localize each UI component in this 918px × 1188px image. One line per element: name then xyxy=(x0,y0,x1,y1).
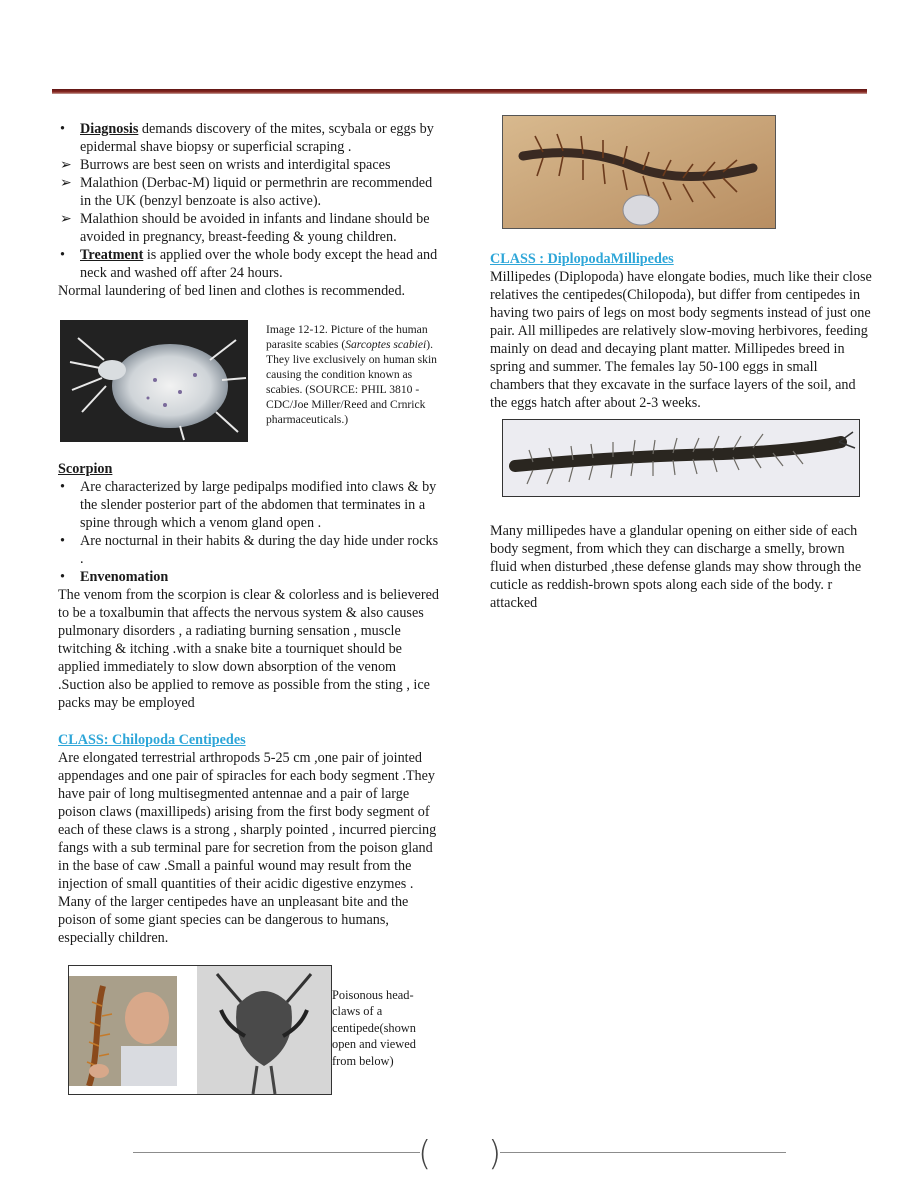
list-item-text: Are characterized by large pedipalps modified into claws & by the slender posterior part of the abdomen that terminates in a spine through which a venom gland open . xyxy=(80,479,437,531)
bullet-marker: • xyxy=(60,479,65,495)
bullet-marker: ➢ xyxy=(60,211,72,227)
list-item-text: Burrows are best seen on wrists and interdigital spaces xyxy=(80,157,391,173)
list-item xyxy=(58,532,440,568)
list-item-text: is applied over the whole body except the head and neck and washed off after 24 hours. xyxy=(80,247,438,281)
scabies-caption-part1: Image 12-12. Picture of the human parasite scabies ( xyxy=(266,323,428,351)
centipede-coin-image xyxy=(502,115,776,229)
list-item xyxy=(58,246,440,282)
chilopoda-paragraph: Are elongated terrestrial arthropods 5-25 cm ,one pair of jointed appendages and one pair of spiracles for each body segment .They have pair of long multisegmented antennae and a pair of large poison claws (maxillipeds) arising from the first body segment of each of these claws is a strong , sharply pointed , incurred piercing fangs with a sub terminal pare for secretion from the poison gland in the base of caw .Small a painful wound may result from the injection of small quantities of their acidic digestive enzymes . Many of the larger centipedes have an unpleasant bite and the poison of some giant species can be dangerous to humans, especially children. xyxy=(58,750,437,946)
left-column xyxy=(58,120,440,1097)
envenomation-heading: Envenomation xyxy=(80,569,169,585)
list-item xyxy=(58,210,440,246)
right-column xyxy=(490,115,874,612)
list-item-keyword: Diagnosis xyxy=(80,121,139,137)
scabies-caption-part2: ). They live exclusively on human skin causing the condition known as scabies. (SOURCE: PHIL 3810 - CDC/Joe Miller/Reed and Crnrick pharmaceuticals.) xyxy=(266,338,437,426)
header-rule xyxy=(52,89,867,94)
centipede-caption: Poisonous head-claws of a centipede(shown open and viewed from below) xyxy=(332,988,416,1068)
list-item-text: Malathion should be avoided in infants and lindane should be avoided in pregnancy, breast-feeding & young children. xyxy=(80,211,430,245)
scabies-mite-image xyxy=(60,320,248,442)
list-item xyxy=(58,478,440,532)
venom-paragraph: The venom from the scorpion is clear & colorless and is believered to be a toxalbumin that affects the nervous system & also causes pulmonary disorders , a radiating burning sensation , muscle twitching & itching .with a snake bite a tourniquet should be applied immediately to slow down absorption of the venom .Suction also be applied to remove as possible from the sting , ice packs may be employed xyxy=(58,587,439,711)
list-item-keyword: Treatment xyxy=(80,247,144,263)
list-item xyxy=(58,156,440,174)
centipede-figure xyxy=(58,965,440,1097)
chilopoda-heading xyxy=(58,731,440,749)
envenomation-list xyxy=(58,568,440,586)
bullet-marker: ➢ xyxy=(60,175,72,191)
laundering-note: Normal laundering of bed linen and clothes is recommended. xyxy=(58,283,406,299)
list-item-text: demands discovery of the mites, scybala or eggs by epidermal shave biopsy or superficial scraping . xyxy=(80,121,434,155)
diplopoda-heading xyxy=(490,250,874,268)
scabies-species-name: Sarcoptes scabiei xyxy=(345,338,427,351)
list-item: • Envenomation xyxy=(60,569,169,585)
man-holding-centipede-image xyxy=(69,976,177,1086)
footer-line-right xyxy=(500,1152,786,1153)
diagnosis-treatment-list xyxy=(58,120,440,282)
scabies-figure xyxy=(58,320,440,446)
glands-paragraph: Many millipedes have a glandular opening on either side of each body segment, from which they can discharge a smelly, brown fluid when disturbed ,these defense glands may show through the cuticle as reddish-brown spots along each side of the body. r attacked xyxy=(490,523,862,611)
scabies-caption xyxy=(266,322,438,427)
diplopoda-paragraph: Millipedes (Diplopoda) have elongate bodies, much like their close relatives the centipedes(Chilopoda), but differ from centipedes in having two pairs of legs on most body segments instead of just one pair. All millipedes are relatively slow-moving herbivores, feeding mainly on dead and decaying plant matter. Millipedes breed in spring and summer. The females lay 50-100 eggs in small chambers that they excavate in the surface layers of the soil, and the eggs hatch after about 2-3 weeks. xyxy=(490,269,872,411)
footer-left-bracket: ( xyxy=(418,1134,432,1174)
list-item xyxy=(58,120,440,156)
scorpion-list xyxy=(58,478,440,568)
centipede-photo-frame xyxy=(68,965,332,1095)
chilopoda-heading-link[interactable]: CLASS: Chilopoda Centipedes xyxy=(58,732,246,748)
scorpion-heading xyxy=(58,460,440,478)
list-item-text: Malathion (Derbac-M) liquid or permethrin are recommended in the UK (benzyl benzoate is also active). xyxy=(80,175,433,209)
list-item xyxy=(58,174,440,210)
footer-right-bracket: ) xyxy=(488,1134,502,1174)
list-item-text: Are nocturnal in their habits & during the day hide under rocks . xyxy=(80,533,439,567)
centipede-head-claws-image xyxy=(197,966,331,1094)
millipede-image xyxy=(502,419,860,497)
bullet-marker: • xyxy=(60,247,65,263)
diplopoda-heading-link[interactable]: CLASS : DiplopodaMillipedes xyxy=(490,251,674,267)
footer-line-left xyxy=(133,1152,420,1153)
scorpion-heading-text: Scorpion xyxy=(58,461,113,477)
bullet-marker: • xyxy=(60,533,65,549)
bullet-marker: ➢ xyxy=(60,157,72,173)
bullet-marker: • xyxy=(60,121,65,137)
